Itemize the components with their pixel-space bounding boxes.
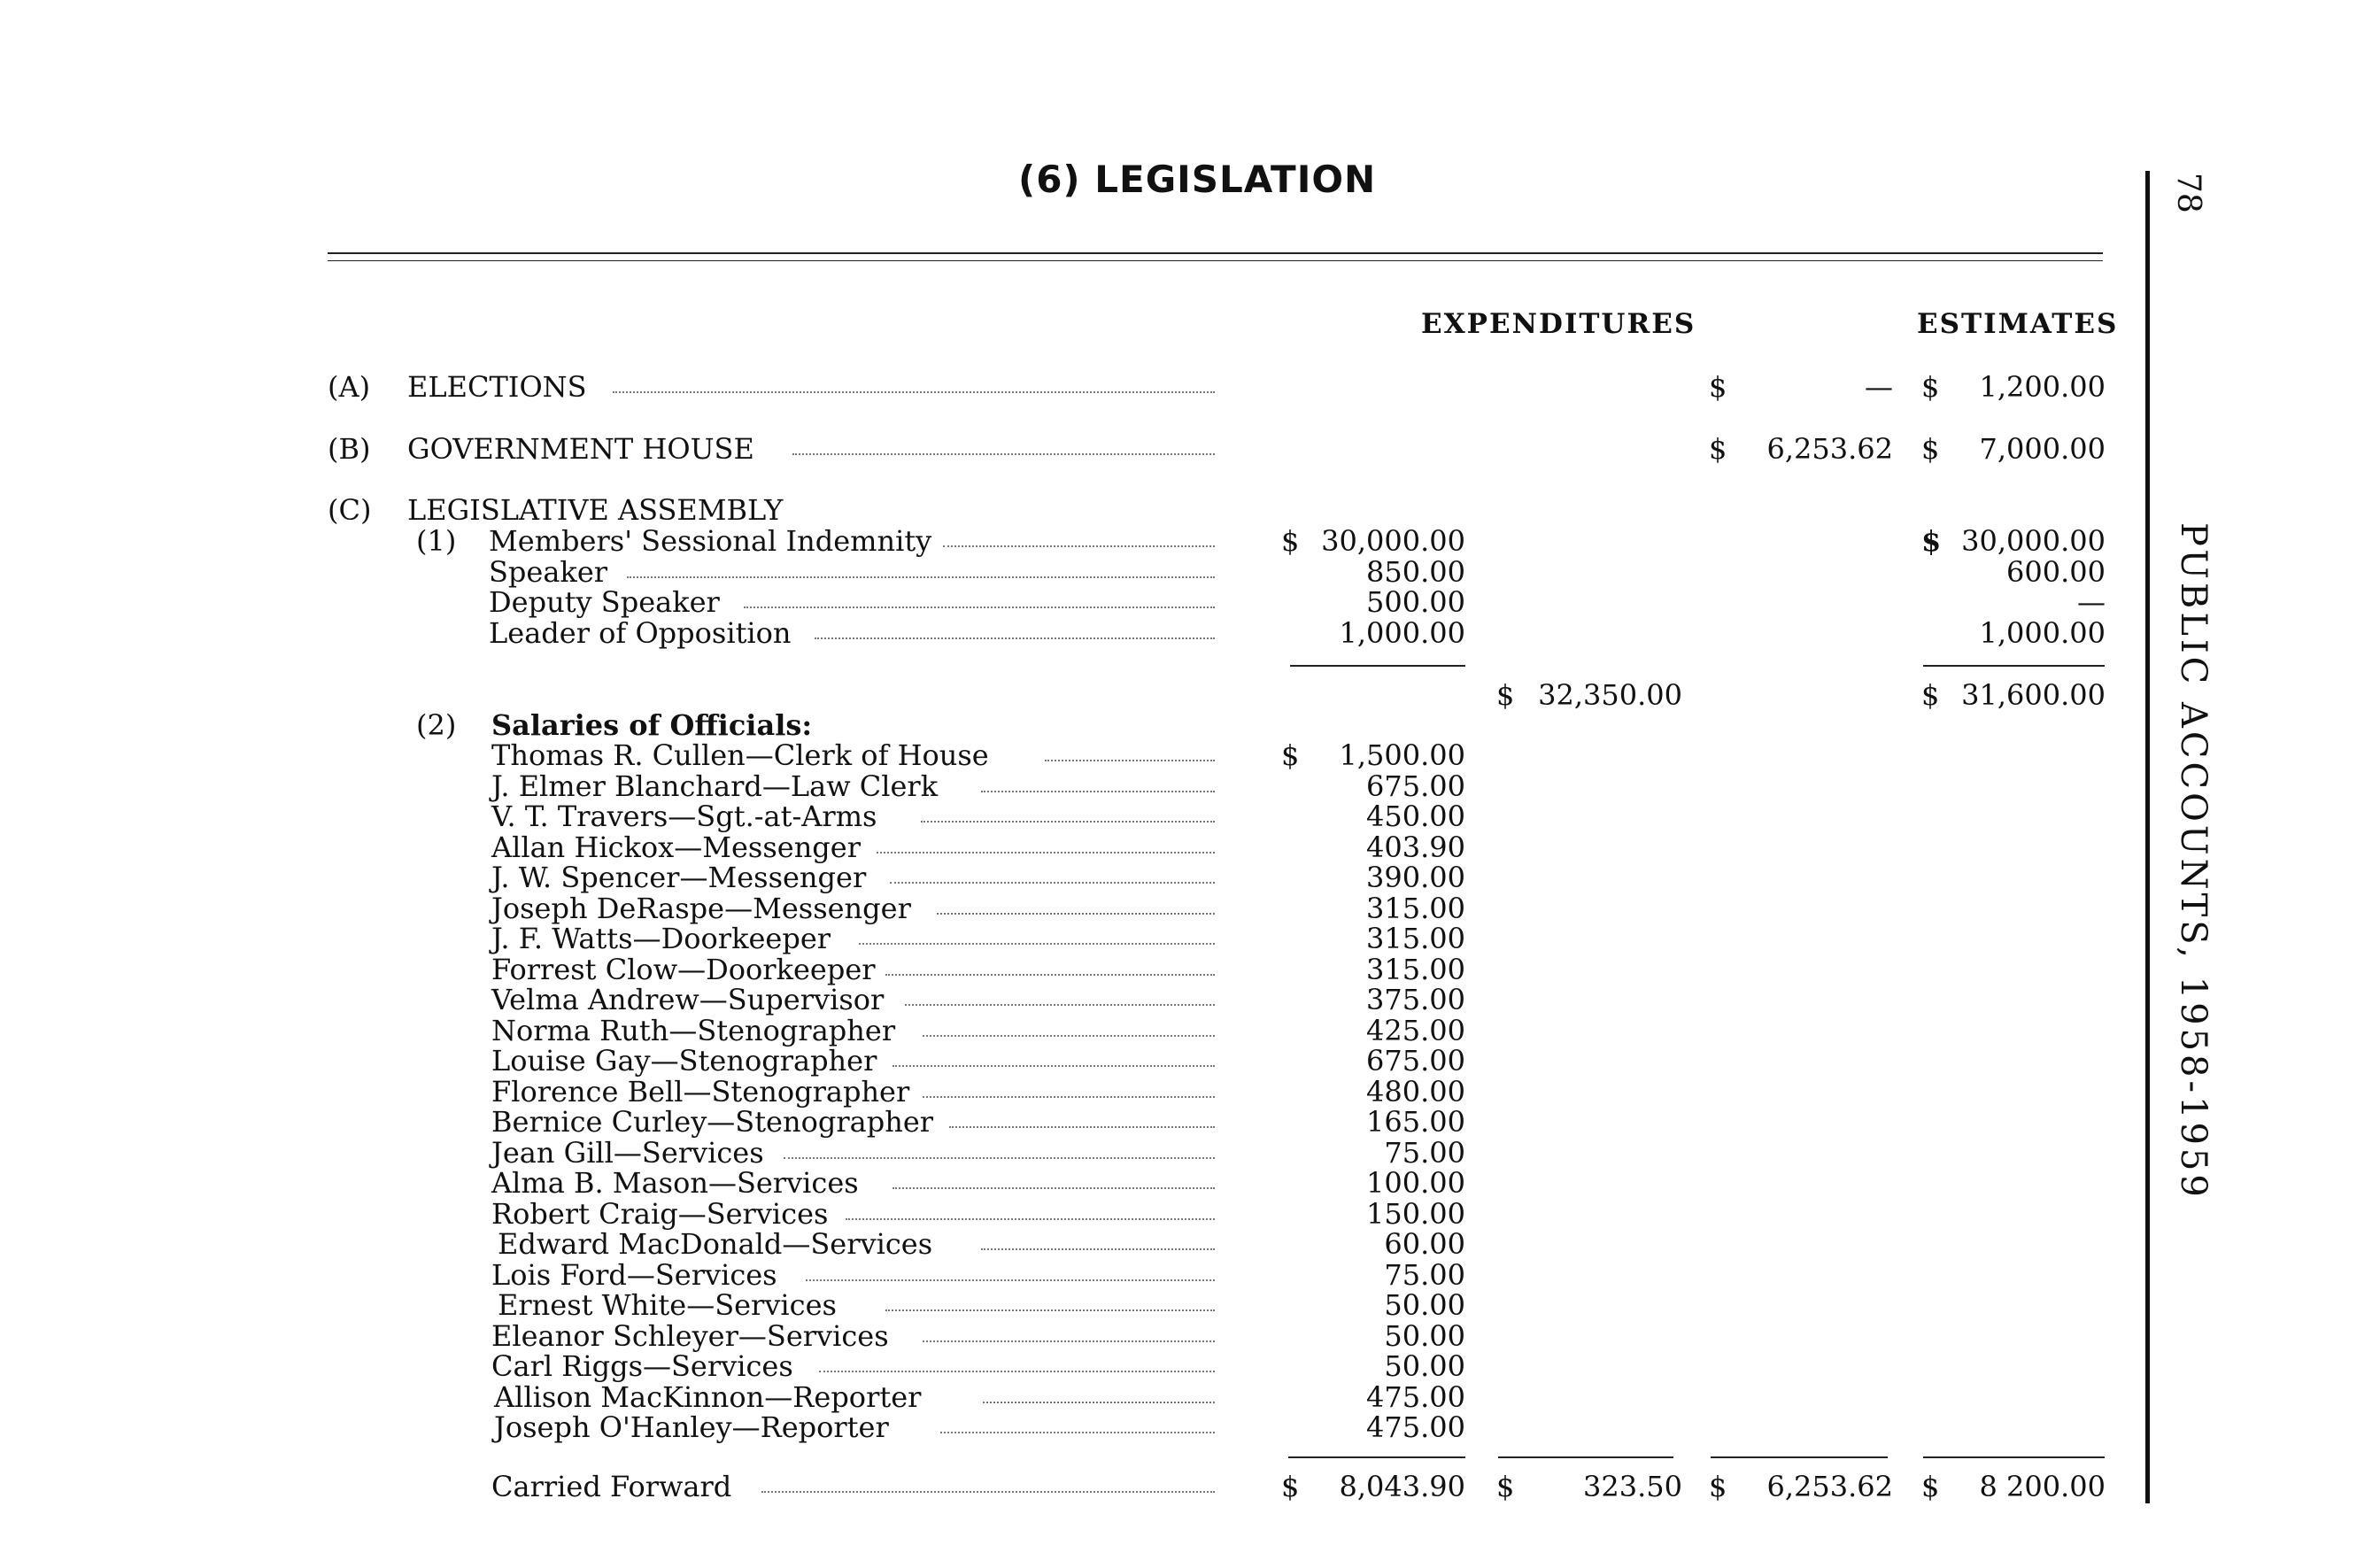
section-b-row bbox=[0, 432, 2380, 464]
total-underline bbox=[1288, 1456, 1465, 1458]
line-item-label: Joseph DeRaspe—Messenger bbox=[491, 892, 911, 925]
page-title: (6) LEGISLATION bbox=[1018, 158, 1377, 201]
line-item-label: Bernice Curley—Stenographer bbox=[491, 1105, 934, 1139]
salary-row bbox=[0, 1288, 2380, 1320]
estimate-total: 7,000.00 bbox=[1979, 432, 2106, 466]
dot-leader bbox=[885, 1288, 1215, 1311]
dot-leader bbox=[923, 1014, 1215, 1037]
dot-leader bbox=[983, 1380, 1215, 1403]
salary-row bbox=[0, 1197, 2380, 1229]
carried-forward-row bbox=[0, 1470, 2380, 1502]
dollar-sign: $ bbox=[1281, 738, 1300, 772]
dot-leader bbox=[885, 953, 1215, 976]
line-item-amount: 165.00 bbox=[1366, 1105, 1465, 1139]
line-item-estimate: 30,000.00 bbox=[1961, 524, 2106, 558]
group-estimate-subtotal: 31,600.00 bbox=[1961, 678, 2106, 712]
dot-leader bbox=[792, 432, 1215, 455]
carried-forward-amount: 8,043.90 bbox=[1339, 1470, 1465, 1503]
line-item-label: Lois Ford—Services bbox=[491, 1258, 777, 1292]
group2-heading-row bbox=[0, 708, 2380, 740]
dot-leader bbox=[923, 1319, 1215, 1342]
dollar-sign: $ bbox=[1921, 370, 1940, 404]
dot-leader bbox=[937, 892, 1215, 915]
group-marker: (1) bbox=[416, 524, 457, 558]
dot-leader bbox=[744, 585, 1215, 608]
running-title: PUBLIC ACCOUNTS, 1958-1959 bbox=[2173, 522, 2214, 1201]
line-item-label: Forrest Clow—Doorkeeper bbox=[491, 953, 876, 986]
line-item-amount: 1,500.00 bbox=[1339, 738, 1465, 772]
line-item-label: Norma Ruth—Stenographer bbox=[491, 1014, 896, 1047]
line-item-amount: 500.00 bbox=[1366, 585, 1465, 619]
line-item-amount: 75.00 bbox=[1384, 1258, 1465, 1292]
salary-row bbox=[0, 983, 2380, 1015]
line-item-amount: 50.00 bbox=[1384, 1288, 1465, 1322]
total-underline bbox=[1711, 1456, 1888, 1458]
salary-row bbox=[0, 1410, 2380, 1442]
dot-leader bbox=[923, 1075, 1215, 1098]
section-marker: (B) bbox=[328, 432, 371, 466]
page-number: 78 bbox=[2170, 173, 2206, 213]
carried-forward-amount: 8 200.00 bbox=[1979, 1470, 2106, 1503]
line-item-amount: 450.00 bbox=[1366, 800, 1465, 833]
line-item-label: Members' Sessional Indemnity bbox=[489, 524, 932, 558]
line-item-amount: 850.00 bbox=[1366, 555, 1465, 589]
line-item-label: Thomas R. Cullen—Clerk of House bbox=[491, 738, 989, 772]
header-rule bbox=[328, 260, 2103, 261]
line-item-label: Joseph O'Hanley—Reporter bbox=[494, 1410, 889, 1444]
dot-leader bbox=[613, 370, 1215, 393]
dollar-sign: $ bbox=[1921, 524, 1942, 558]
dot-leader bbox=[890, 861, 1215, 884]
group-marker: (2) bbox=[416, 708, 457, 742]
dollar-sign: $ bbox=[1709, 1470, 1727, 1503]
dollar-sign: $ bbox=[1921, 432, 1940, 466]
salary-row bbox=[0, 1105, 2380, 1137]
line-item-amount: 403.90 bbox=[1366, 830, 1465, 864]
line-item-amount: 480.00 bbox=[1366, 1075, 1465, 1109]
dollar-sign: $ bbox=[1921, 1470, 1940, 1503]
carried-forward-amount: 6,253.62 bbox=[1766, 1470, 1893, 1503]
line-item-label: V. T. Travers—Sgt.-at-Arms bbox=[491, 800, 877, 833]
salary-row bbox=[0, 738, 2380, 770]
line-item-amount: 100.00 bbox=[1366, 1166, 1465, 1200]
subtotal-underline bbox=[1290, 665, 1465, 667]
line-item-label: Carl Riggs—Services bbox=[491, 1349, 793, 1383]
total-underline bbox=[1923, 1456, 2105, 1458]
line-item-label: Eleanor Schleyer—Services bbox=[491, 1319, 889, 1353]
group1-subtotal-row bbox=[0, 678, 2380, 710]
dot-leader bbox=[819, 1349, 1215, 1372]
salary-row bbox=[0, 861, 2380, 892]
line-item-amount: 375.00 bbox=[1366, 983, 1465, 1016]
line-item-amount: 315.00 bbox=[1366, 922, 1465, 955]
subtotal-underline bbox=[1923, 665, 2105, 667]
dollar-sign: $ bbox=[1709, 432, 1727, 466]
line-item-label: Velma Andrew—Supervisor bbox=[491, 983, 885, 1016]
line-item-amount: 150.00 bbox=[1366, 1197, 1465, 1231]
line-item-label: Speaker bbox=[489, 555, 608, 589]
line-item-amount: 475.00 bbox=[1366, 1410, 1465, 1444]
dollar-sign: $ bbox=[1921, 678, 1940, 712]
dollar-sign: $ bbox=[1709, 370, 1727, 404]
line-item-amount: 425.00 bbox=[1366, 1014, 1465, 1047]
salary-row bbox=[0, 769, 2380, 801]
dot-leader bbox=[806, 1258, 1215, 1281]
line-item-label: Robert Craig—Services bbox=[491, 1197, 829, 1231]
line-item-amount: 475.00 bbox=[1366, 1380, 1465, 1414]
line-item-label: Alma B. Mason—Services bbox=[491, 1166, 859, 1200]
estimate-total: 1,200.00 bbox=[1979, 370, 2106, 404]
line-item-amount: 50.00 bbox=[1384, 1319, 1465, 1353]
dot-leader bbox=[943, 524, 1215, 547]
dollar-sign: $ bbox=[1496, 678, 1515, 712]
salary-row bbox=[0, 1014, 2380, 1046]
salary-row bbox=[0, 830, 2380, 862]
dot-leader bbox=[859, 922, 1215, 945]
line-item-label: Ernest White—Services bbox=[498, 1288, 837, 1322]
line-item-amount: 390.00 bbox=[1366, 861, 1465, 894]
salary-row bbox=[0, 1044, 2380, 1076]
dot-leader bbox=[905, 983, 1215, 1006]
dollar-sign: $ bbox=[1496, 1470, 1515, 1503]
group1-row bbox=[0, 555, 2380, 587]
line-item-amount: 675.00 bbox=[1366, 769, 1465, 803]
line-item-amount: 315.00 bbox=[1366, 953, 1465, 986]
line-item-label: J. W. Spencer—Messenger bbox=[491, 861, 867, 894]
dot-leader bbox=[940, 1410, 1215, 1433]
salary-row bbox=[0, 1349, 2380, 1381]
salary-row bbox=[0, 1136, 2380, 1168]
salary-row bbox=[0, 953, 2380, 985]
section-label: ELECTIONS bbox=[407, 370, 587, 404]
salary-row bbox=[0, 1319, 2380, 1351]
line-item-label: Louise Gay—Stenographer bbox=[491, 1044, 877, 1078]
section-a-row bbox=[0, 370, 2380, 402]
line-item-estimate: 600.00 bbox=[2006, 555, 2106, 589]
dot-leader bbox=[761, 1470, 1215, 1493]
estimates-heading: ESTIMATES bbox=[1917, 308, 2119, 340]
line-item-estimate: 1,000.00 bbox=[1979, 616, 2106, 650]
line-item-amount: 1,000.00 bbox=[1339, 616, 1465, 650]
carried-forward-amount: 323.50 bbox=[1583, 1470, 1682, 1503]
dot-leader bbox=[815, 616, 1215, 639]
header-rule bbox=[328, 252, 2103, 254]
line-item-label: Leader of Opposition bbox=[489, 616, 792, 650]
line-item-label: Allison MacKinnon—Reporter bbox=[494, 1380, 922, 1414]
line-item-label: Allan Hickox—Messenger bbox=[491, 830, 862, 864]
dollar-sign: $ bbox=[1281, 524, 1300, 558]
dot-leader bbox=[784, 1136, 1215, 1159]
section-label: LEGISLATIVE ASSEMBLY bbox=[407, 493, 784, 527]
line-item-label: J. F. Watts—Doorkeeper bbox=[491, 922, 831, 955]
line-item-label: J. Elmer Blanchard—Law Clerk bbox=[491, 769, 939, 803]
dot-leader bbox=[981, 1227, 1215, 1250]
line-item-label: Deputy Speaker bbox=[489, 585, 720, 619]
line-item-amount: 75.00 bbox=[1384, 1136, 1465, 1170]
dot-leader bbox=[981, 769, 1215, 792]
salary-row bbox=[0, 1166, 2380, 1198]
expenditure-total: — bbox=[1865, 370, 1893, 404]
dot-leader bbox=[949, 1105, 1215, 1128]
line-item-amount: 60.00 bbox=[1384, 1227, 1465, 1261]
section-c-row bbox=[0, 493, 2380, 525]
total-underline bbox=[1498, 1456, 1673, 1458]
expenditure-total: 6,253.62 bbox=[1766, 432, 1893, 466]
dot-leader bbox=[921, 800, 1215, 823]
dot-leader bbox=[1045, 738, 1215, 761]
carried-forward-label: Carried Forward bbox=[491, 1470, 732, 1503]
dot-leader bbox=[877, 830, 1215, 854]
group-heading: Salaries of Officials: bbox=[491, 708, 813, 742]
line-item-amount: 315.00 bbox=[1366, 892, 1465, 925]
dot-leader bbox=[627, 555, 1215, 578]
line-item-label: Edward MacDonald—Services bbox=[498, 1227, 933, 1261]
dollar-sign: $ bbox=[1281, 1470, 1300, 1503]
dot-leader bbox=[892, 1044, 1215, 1067]
line-item-amount: 30,000.00 bbox=[1321, 524, 1465, 558]
salary-row bbox=[0, 1075, 2380, 1107]
line-item-amount: 50.00 bbox=[1384, 1349, 1465, 1383]
group1-row bbox=[0, 585, 2380, 617]
section-marker: (A) bbox=[328, 370, 371, 404]
salary-row bbox=[0, 1227, 2380, 1259]
salary-row bbox=[0, 1380, 2380, 1412]
section-label: GOVERNMENT HOUSE bbox=[407, 432, 754, 466]
line-item-label: Florence Bell—Stenographer bbox=[491, 1075, 910, 1109]
group-subtotal: 32,350.00 bbox=[1538, 678, 1682, 712]
expenditures-heading: EXPENDITURES bbox=[1421, 308, 1696, 340]
salary-row bbox=[0, 922, 2380, 954]
salary-row bbox=[0, 1258, 2380, 1290]
salary-row bbox=[0, 892, 2380, 923]
line-item-label: Jean Gill—Services bbox=[491, 1136, 764, 1170]
section-marker: (C) bbox=[328, 493, 372, 527]
line-item-estimate: — bbox=[2077, 585, 2106, 619]
line-item-amount: 675.00 bbox=[1366, 1044, 1465, 1078]
group1-row bbox=[0, 524, 2380, 556]
dot-leader bbox=[892, 1166, 1215, 1189]
salary-row bbox=[0, 800, 2380, 831]
dot-leader bbox=[846, 1197, 1215, 1220]
group1-row bbox=[0, 616, 2380, 648]
